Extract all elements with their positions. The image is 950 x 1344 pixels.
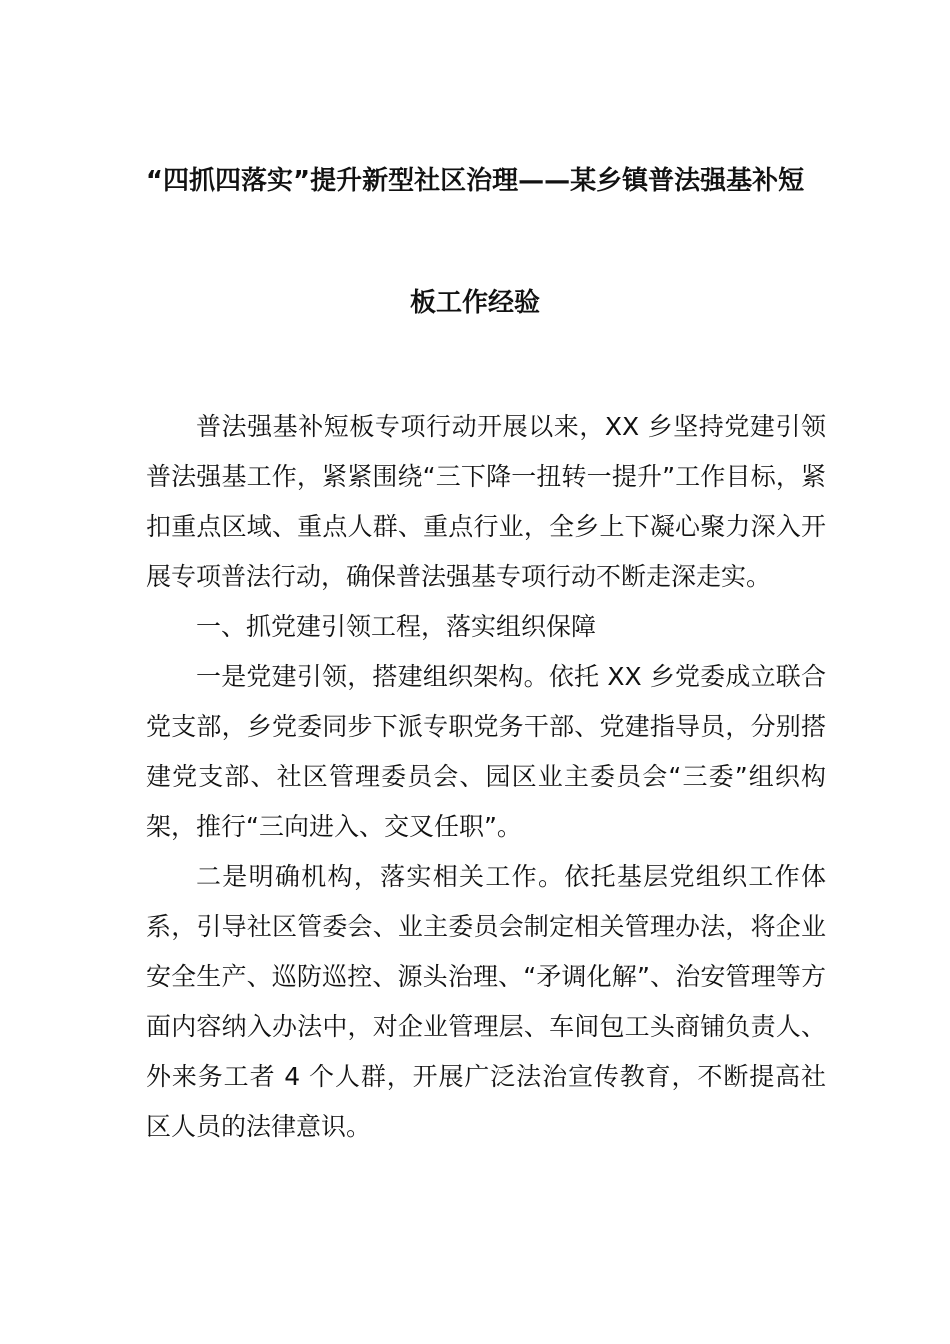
section-heading-1: 一、抓党建引领工程，落实组织保障 (196, 612, 597, 641)
document-title-line-1: “四抓四落实”提升新型社区治理——某乡镇普法强基补短 (145, 166, 805, 196)
paragraph-point-1: 一是党建引领，搭建组织架构。依托 XX 乡党委成立联合党支部，乡党委同步下派专职党务干部、党建指导员，分别搭建党支部、社区管理委员会、园区业主委员会“三委”组织构架，推行“三向进入、交叉任职”。 (146, 662, 826, 841)
document-title-line-2: 板工作经验 (409, 288, 540, 318)
intro-paragraph: 普法强基补短板专项行动开展以来，XX 乡坚持党建引领普法强基工作，紧紧围绕“三下降一扭转一提升”工作目标，紧扣重点区域、重点人群、重点行业，全乡上下凝心聚力深入开展专项普法行动，确保普法强基专项行动不断走深走实。 (146, 412, 826, 591)
document-body (146, 402, 826, 1152)
paragraph-point-2: 二是明确机构，落实相关工作。依托基层党组织工作体系，引导社区管委会、业主委员会制定相关管理办法，将企业安全生产、巡防巡控、源头治理、“矛调化解”、治安管理等方面内容纳入办法中，对企业管理层、车间包工头商铺负责人、外来务工者 4 个人群，开展广泛法治宣传教育，不断提高社区人员的法律意识。 (146, 862, 826, 1141)
